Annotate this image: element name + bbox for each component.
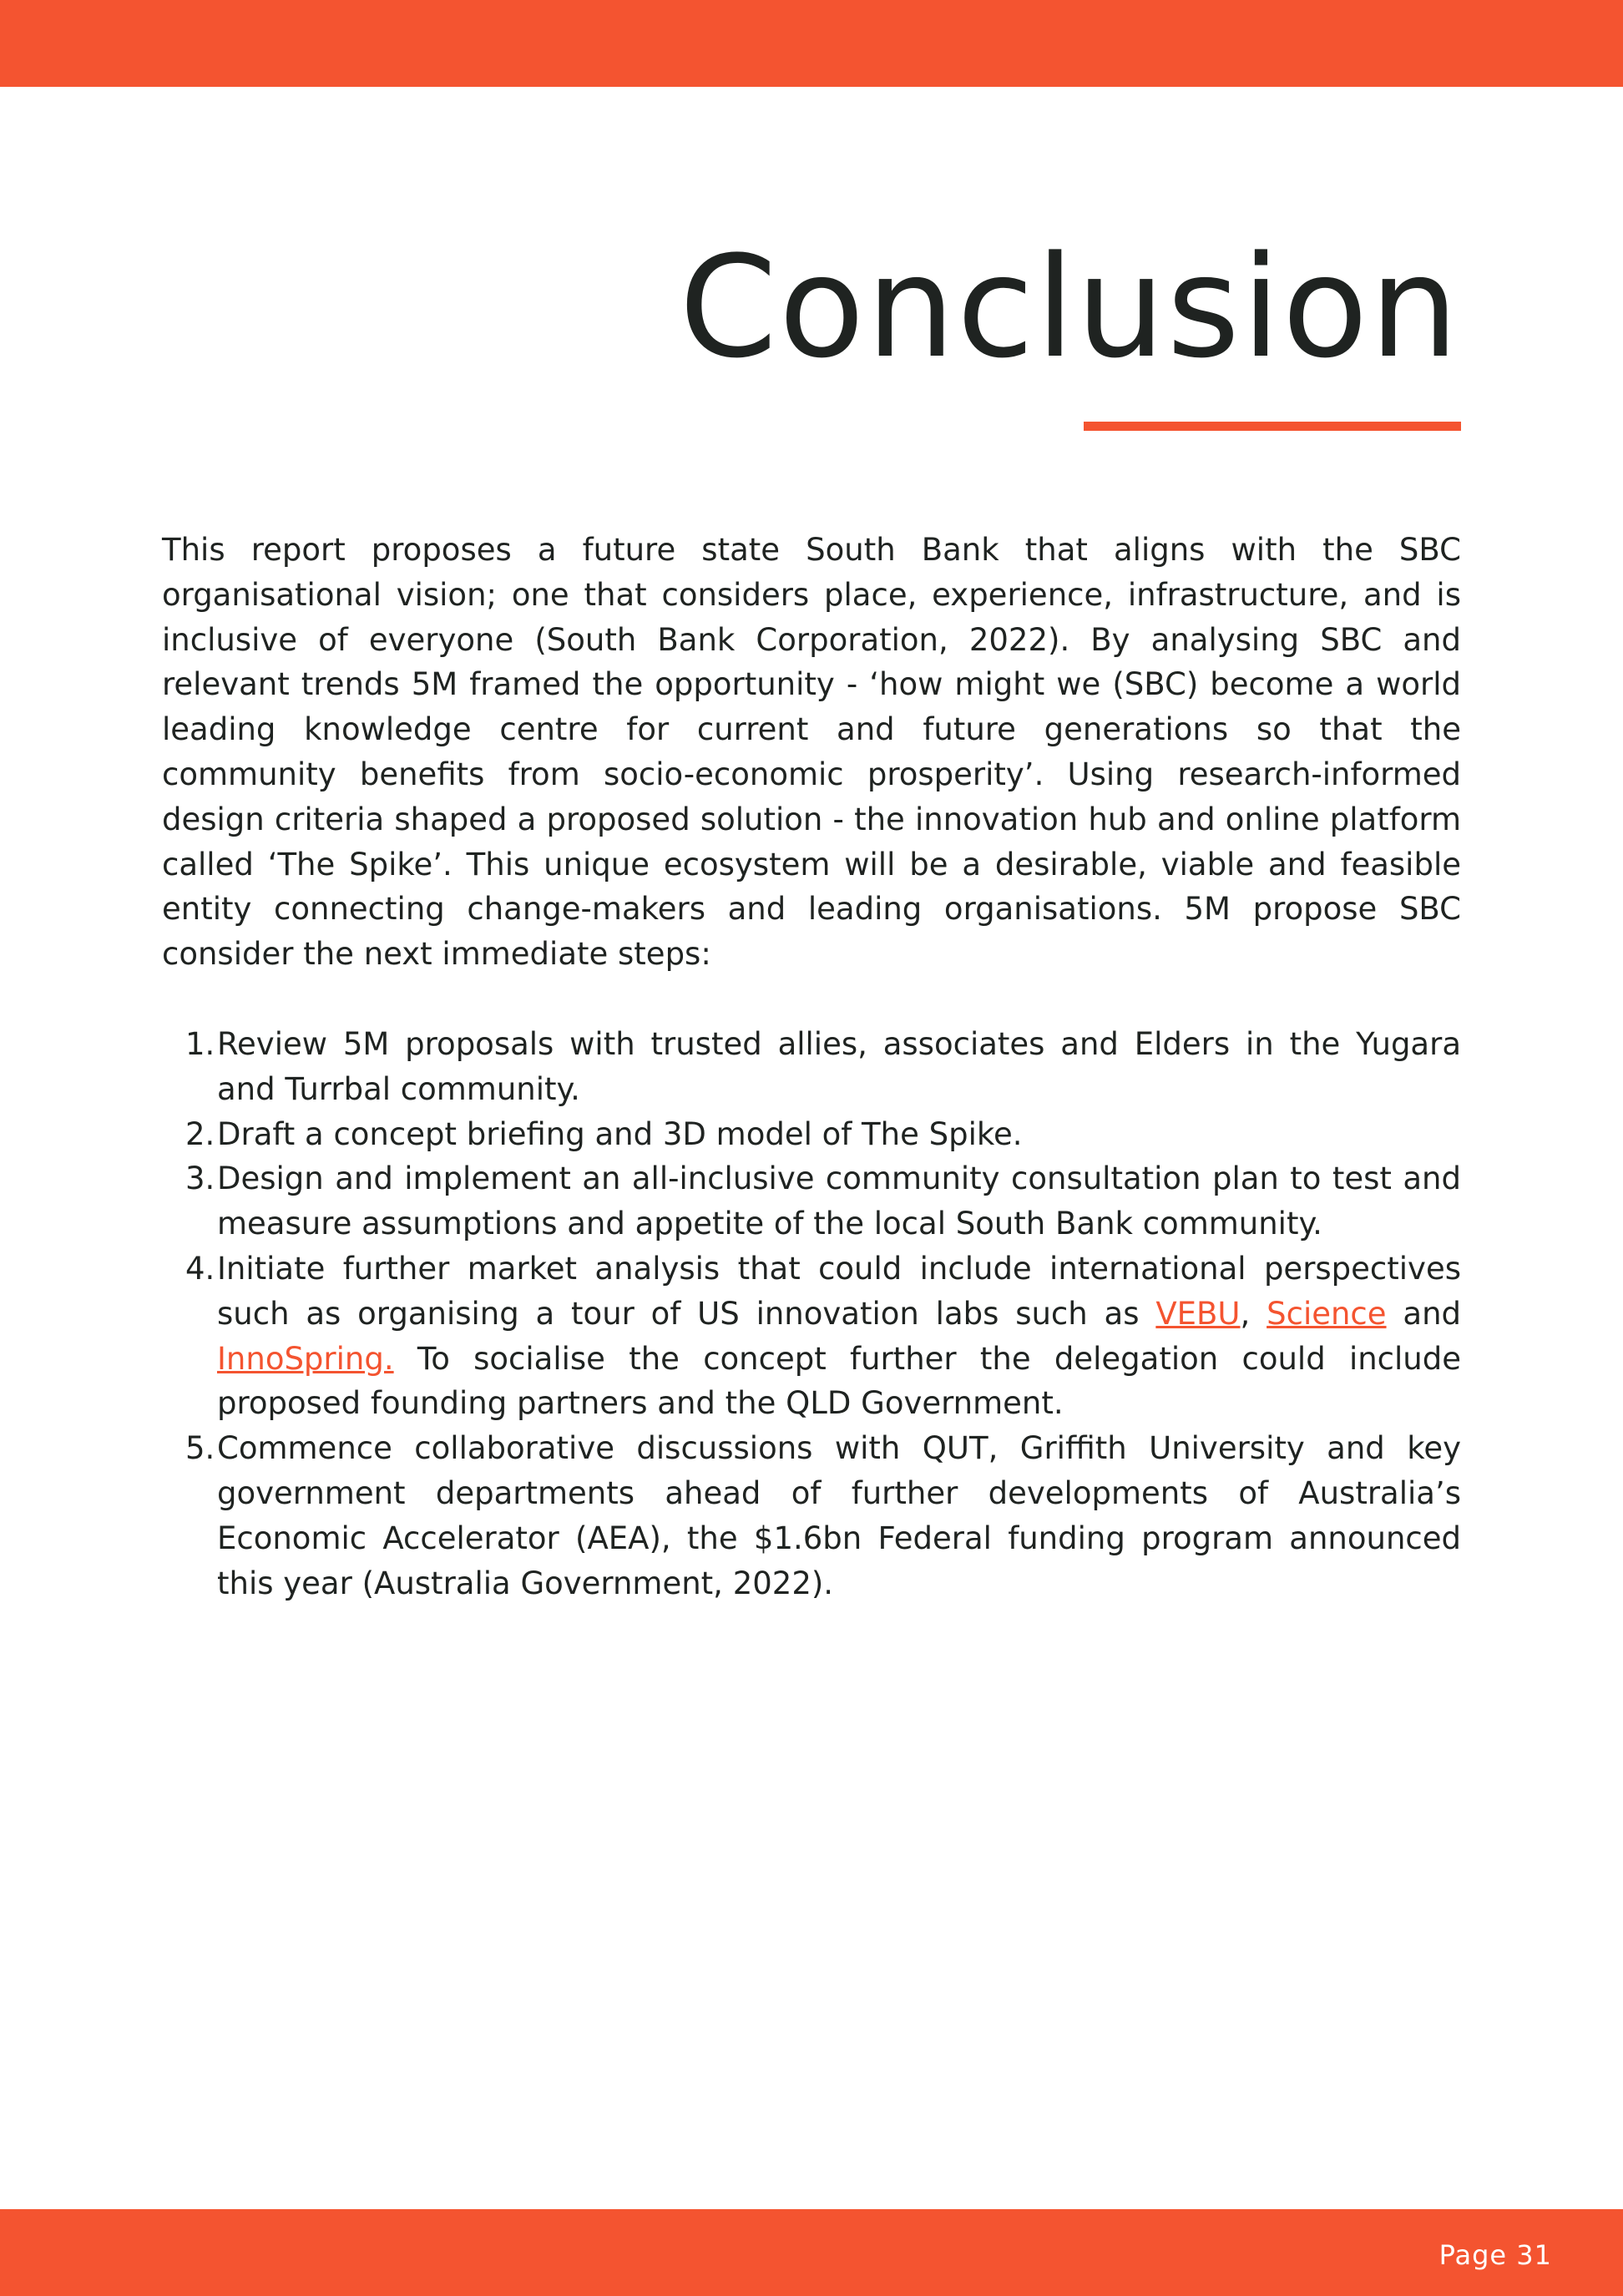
list-item-separator: ,	[1240, 1295, 1251, 1332]
list-item	[162, 1022, 1461, 1112]
list-item	[162, 1247, 1461, 1426]
list-item-text: To socialise the concept further the delegation could include proposed founding partners and the QLD Government.	[217, 1340, 1461, 1422]
list-item-number: 1.	[185, 1025, 215, 1062]
page-number: Page 31	[1438, 2239, 1552, 2271]
list-item	[162, 1112, 1461, 1157]
content-body	[162, 528, 1461, 1606]
science-link[interactable]: Science	[1267, 1295, 1387, 1332]
title-underline	[1084, 422, 1461, 431]
top-accent-bar	[0, 0, 1623, 87]
innospring-link[interactable]: InnoSpring.	[217, 1340, 394, 1377]
next-steps-list	[162, 1022, 1461, 1606]
list-item-number: 4.	[185, 1250, 215, 1287]
list-item-text: Commence collaborative discussions with QUT, Griffith University and key government departments ahead of further developments of Australia’s Economic Accelerator (AEA), the $1.6bn Federal funding program announced this year (Australia Government, 2022).	[217, 1430, 1461, 1601]
list-item	[162, 1426, 1461, 1606]
footer-bar	[0, 2209, 1623, 2296]
list-item-number: 5.	[185, 1430, 215, 1467]
list-item-text: Review 5M proposals with trusted allies, associates and Elders in the Yugara and Turrbal community.	[217, 1025, 1461, 1107]
list-item-separator: and	[1403, 1295, 1462, 1332]
list-item-text: Design and implement an all-inclusive community consultation plan to test and measure assumptions and appetite of the local South Bank community.	[217, 1161, 1461, 1242]
list-item-number: 2.	[185, 1115, 215, 1152]
list-item-number: 3.	[185, 1161, 215, 1197]
list-item-text: Draft a concept briefing and 3D model of The Spike.	[217, 1115, 1023, 1152]
vebu-link[interactable]: VEBU	[1155, 1295, 1241, 1332]
list-item	[162, 1156, 1461, 1247]
page-title: Conclusion	[679, 225, 1460, 389]
list-item-text: Initiate further market analysis that could include international perspectives such as organising a tour of US innovation labs such as	[217, 1250, 1461, 1332]
intro-paragraph: This report proposes a future state South Bank that aligns with the SBC organisational vision; one that considers place, experience, infrastructure, and is inclusive of everyone (South Bank Corporation, 2022). By analysing SBC and relevant trends 5M framed the opportunity - ‘how might we (SBC) become a world leading knowledge centre for current and future generations so that the community benefits from socio-economic prosperity’. Using research-informed design criteria shaped a proposed solution - the innovation hub and online platform called ‘The Spike’. This unique ecosystem will be a desirable, viable and feasible entity connecting change-makers and leading organisations. 5M propose SBC consider the next immediate steps:	[162, 532, 1461, 973]
